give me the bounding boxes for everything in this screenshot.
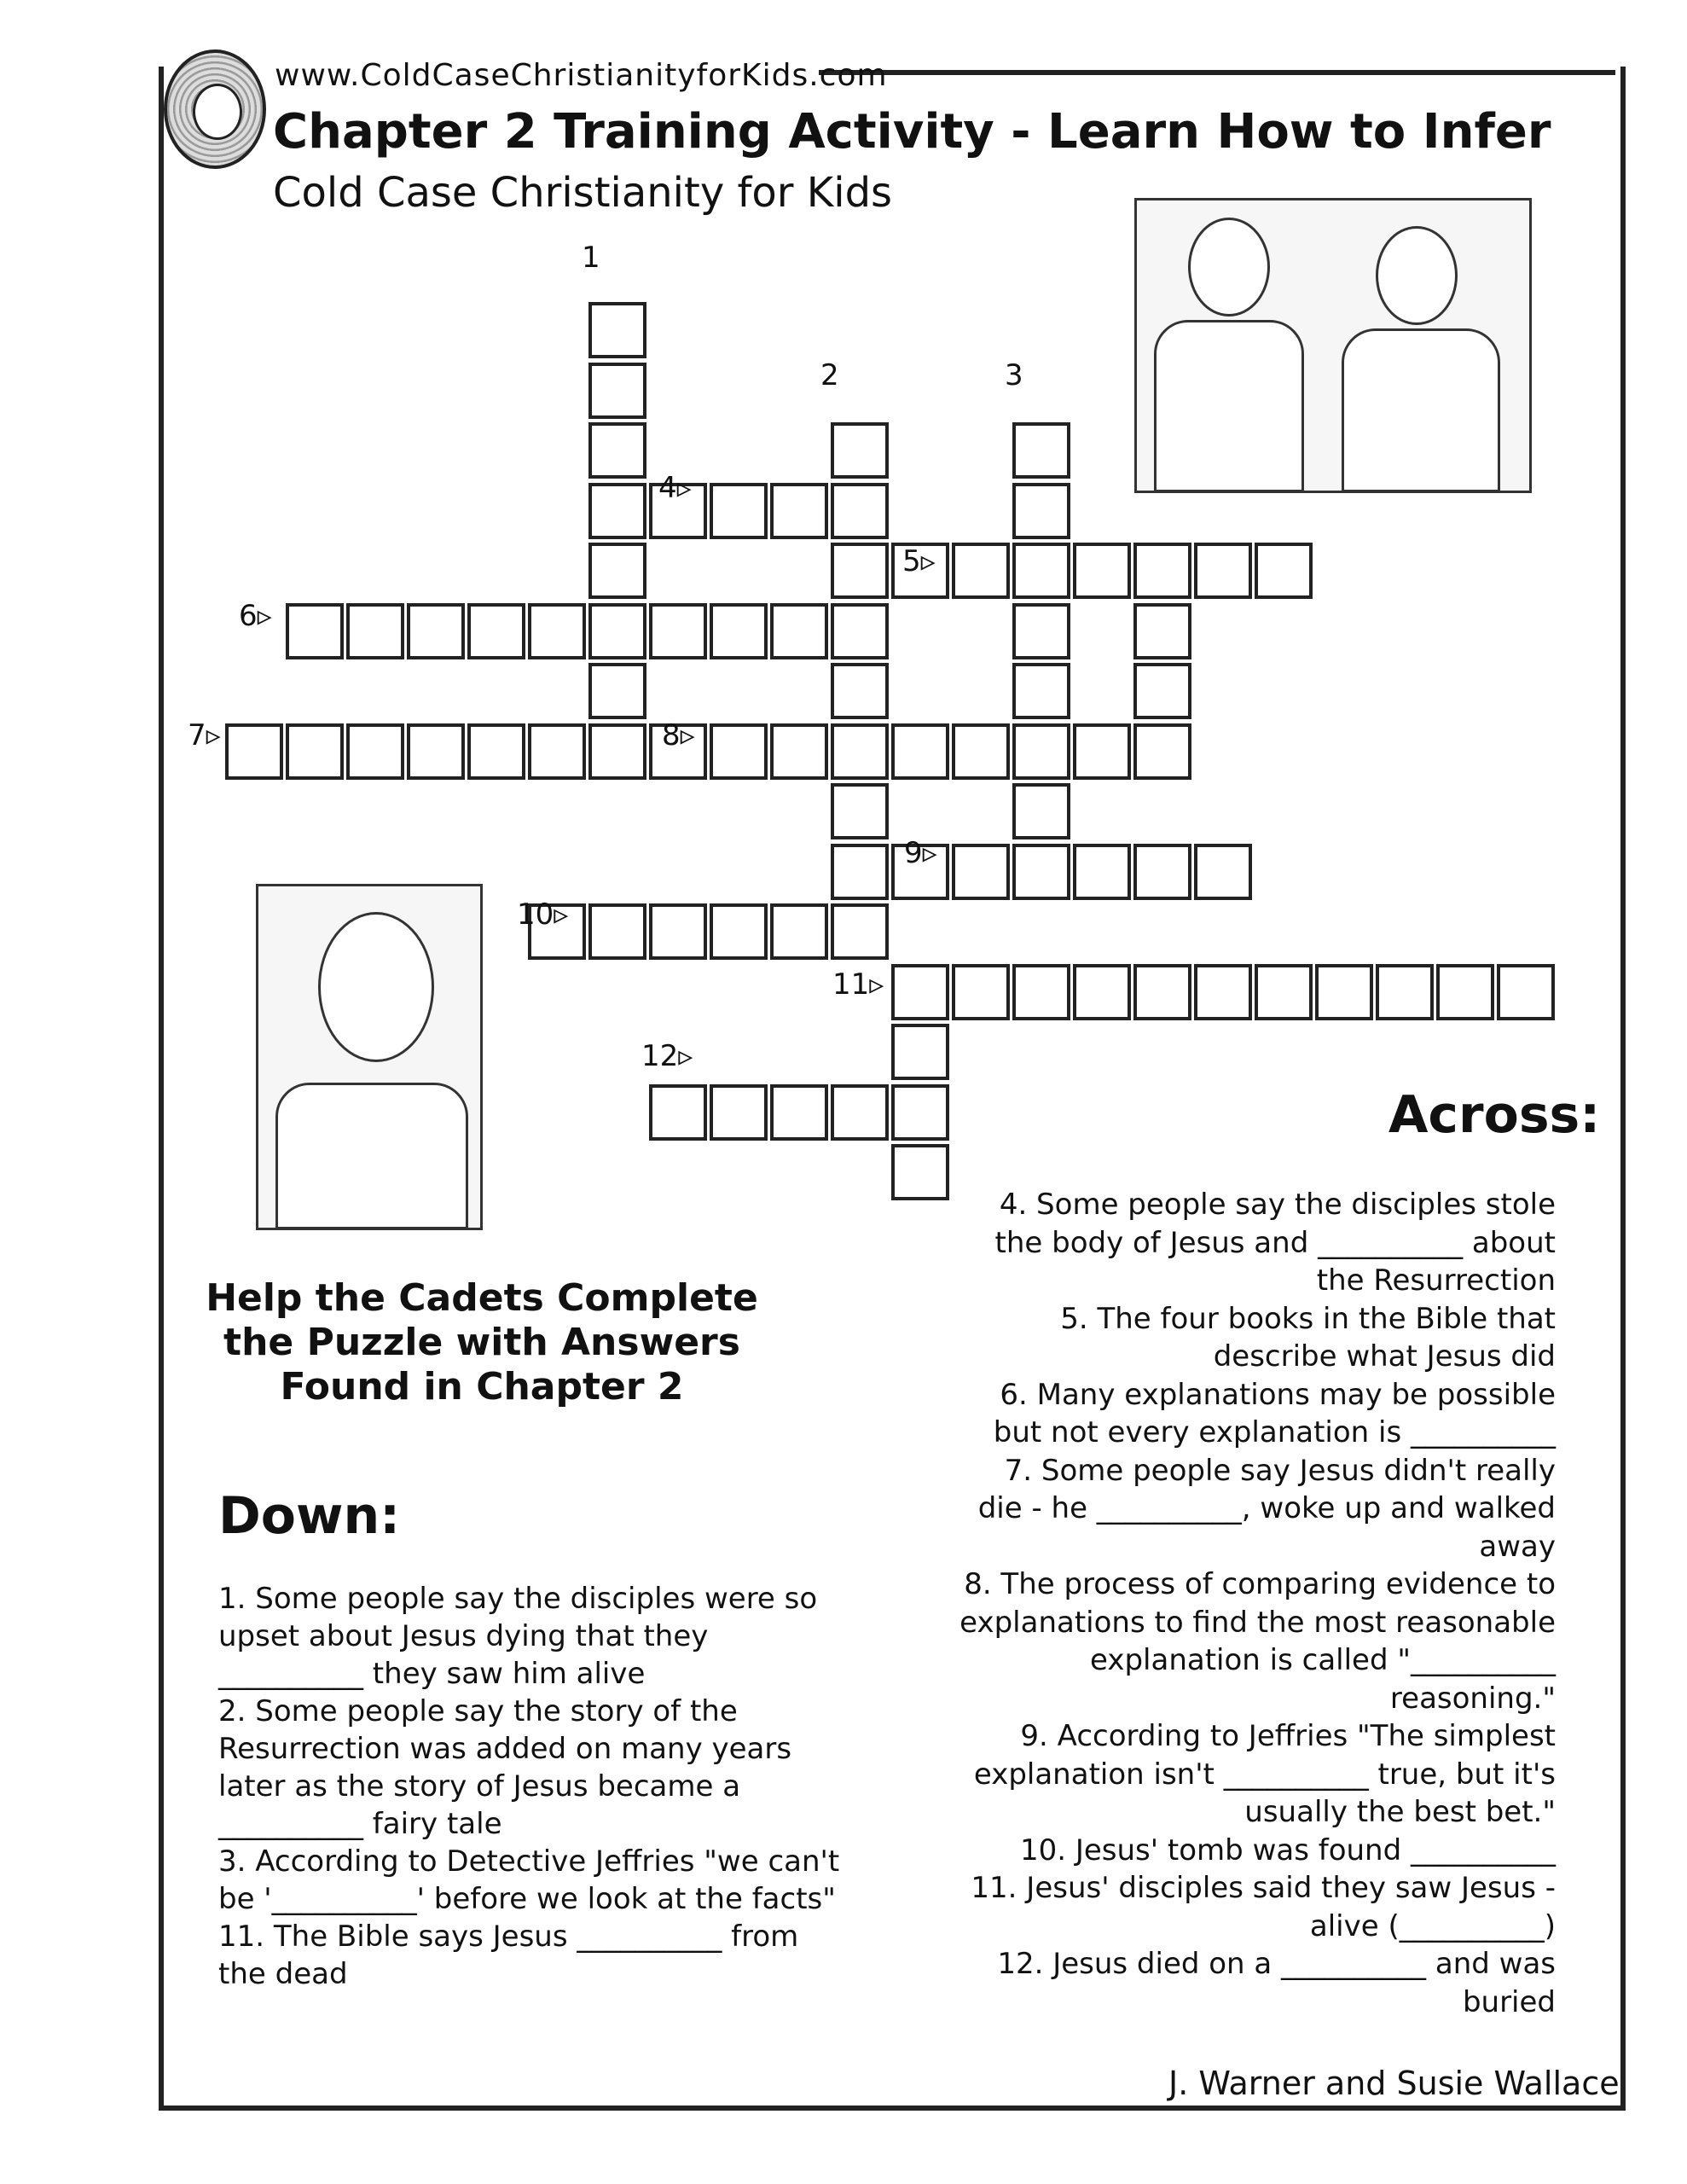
crossword-cell[interactable] xyxy=(770,603,828,659)
crossword-cell[interactable] xyxy=(891,723,949,780)
crossword-cell[interactable] xyxy=(1073,723,1131,780)
crossword-cell[interactable] xyxy=(1073,844,1131,900)
crossword-cell[interactable] xyxy=(588,363,646,419)
crossword-cell[interactable] xyxy=(346,603,404,659)
crossword-cell[interactable] xyxy=(467,603,525,659)
crossword-cell[interactable] xyxy=(588,663,646,719)
across-clue-4: 4. Some people say the disciples stole the body of Jesus and __________ about the Resurrection xyxy=(994,1188,1556,1298)
crossword-cell[interactable] xyxy=(831,903,889,960)
crossword-cell[interactable] xyxy=(1012,603,1070,659)
crossword-cell[interactable] xyxy=(528,723,586,780)
crossword-cell[interactable] xyxy=(831,422,889,479)
across-clue-8: 8. The process of comparing evidence to explanations to find the most reasonable explanation is called "__________ reasoning." xyxy=(959,1567,1556,1716)
crossword-cell[interactable] xyxy=(952,723,1010,780)
crossword-cell[interactable] xyxy=(1133,964,1191,1020)
crossword-cell[interactable] xyxy=(770,723,828,780)
across-clues xyxy=(955,1186,1556,2021)
down-clue-1: 1. Some people say the disciples were so upset about Jesus dying that they __________ they saw him alive xyxy=(218,1582,818,1691)
crossword-cell[interactable] xyxy=(1133,603,1191,659)
crossword-cell[interactable] xyxy=(286,723,344,780)
across-clue-11: 11. Jesus' disciples said they saw Jesus - alive (__________) xyxy=(971,1871,1556,1943)
across-clue-10: 10. Jesus' tomb was found __________ xyxy=(1019,1833,1556,1867)
crossword-cell[interactable] xyxy=(1012,483,1070,539)
across-clue-7: 7. Some people say Jesus didn't really die - he __________, woke up and walked away xyxy=(977,1453,1556,1564)
crossword-cell[interactable] xyxy=(225,723,283,780)
crossword-cell[interactable] xyxy=(891,1084,949,1141)
crossword-cell[interactable] xyxy=(710,483,768,539)
crossword-cell[interactable] xyxy=(831,783,889,839)
crossword-cell[interactable] xyxy=(1376,964,1434,1020)
clue-number-7: 7▹ xyxy=(188,718,221,752)
crossword-cell[interactable] xyxy=(770,1084,828,1141)
crossword-cell[interactable] xyxy=(831,483,889,539)
crossword-cell[interactable] xyxy=(588,903,646,960)
crossword-cell[interactable] xyxy=(1133,543,1191,599)
crossword-cell[interactable] xyxy=(1133,844,1191,900)
crossword-cell[interactable] xyxy=(891,964,949,1020)
crossword-cell[interactable] xyxy=(1194,964,1252,1020)
crossword-cell[interactable] xyxy=(831,1084,889,1141)
crossword-cell[interactable] xyxy=(831,603,889,659)
crossword-cell[interactable] xyxy=(588,302,646,358)
down-heading: Down: xyxy=(218,1486,401,1546)
crossword-cell[interactable] xyxy=(407,603,465,659)
page-subtitle: Cold Case Christianity for Kids xyxy=(273,169,893,217)
help-instructions: Help the Cadets Complete the Puzzle with Answers Found in Chapter 2 xyxy=(206,1276,758,1409)
clue-number-11: 11▹ xyxy=(832,967,884,1002)
cadet-girl-illustration xyxy=(256,884,483,1230)
crossword-cell[interactable] xyxy=(649,1084,707,1141)
crossword-cell[interactable] xyxy=(952,844,1010,900)
crossword-cell[interactable] xyxy=(831,723,889,780)
crossword-cell[interactable] xyxy=(588,543,646,599)
crossword-cell[interactable] xyxy=(770,903,828,960)
crossword-cell[interactable] xyxy=(1012,844,1070,900)
crossword-cell[interactable] xyxy=(1012,783,1070,839)
crossword-cell[interactable] xyxy=(952,543,1010,599)
crossword-cell[interactable] xyxy=(770,483,828,539)
crossword-cell[interactable] xyxy=(588,603,646,659)
crossword-cell[interactable] xyxy=(1012,422,1070,479)
clue-number-4: 4▹ xyxy=(658,471,692,505)
across-clue-6: 6. Many explanations may be possible but not every explanation is __________ xyxy=(993,1377,1556,1449)
crossword-cell[interactable] xyxy=(1012,663,1070,719)
crossword-cell[interactable] xyxy=(1315,964,1373,1020)
crossword-cell[interactable] xyxy=(286,603,344,659)
crossword-cell[interactable] xyxy=(891,1144,949,1200)
crossword-cell[interactable] xyxy=(1012,543,1070,599)
crossword-cell[interactable] xyxy=(1012,964,1070,1020)
crossword-cell[interactable] xyxy=(588,723,646,780)
crossword-cell[interactable] xyxy=(710,1084,768,1141)
crossword-cell[interactable] xyxy=(588,422,646,479)
crossword-cell[interactable] xyxy=(588,483,646,539)
crossword-cell[interactable] xyxy=(710,603,768,659)
author-credit: J. Warner and Susie Wallace xyxy=(1168,2065,1620,2102)
clue-number-10: 10▹ xyxy=(517,897,569,932)
website-url[interactable]: www.ColdCaseChristianityforKids.com xyxy=(275,58,888,93)
crossword-cell[interactable] xyxy=(346,723,404,780)
crossword-cell[interactable] xyxy=(649,603,707,659)
clue-number-2: 2 xyxy=(820,358,839,392)
clue-number-9: 9▹ xyxy=(904,836,937,870)
cadets-illustration xyxy=(1134,198,1532,493)
down-clue-2: 2. Some people say the story of the Resurrection was added on many years later as the story of Jesus became a __________ fairy tale xyxy=(218,1694,792,1841)
crossword-cell[interactable] xyxy=(1133,723,1191,780)
across-clue-5: 5. The four books in the Bible that describe what Jesus did xyxy=(1060,1301,1556,1374)
crossword-cell[interactable] xyxy=(407,723,465,780)
page-title: Chapter 2 Training Activity - Learn How to Infer xyxy=(273,104,1551,160)
crossword-cell[interactable] xyxy=(528,603,586,659)
down-clues xyxy=(218,1580,841,1993)
down-clue-11: 11. The Bible says Jesus __________ from the dead xyxy=(218,1920,799,1991)
crossword-cell[interactable] xyxy=(710,723,768,780)
crossword-cell[interactable] xyxy=(1073,964,1131,1020)
crossword-cell[interactable] xyxy=(1073,543,1131,599)
crossword-cell[interactable] xyxy=(952,964,1010,1020)
clue-number-12: 12▹ xyxy=(641,1039,693,1073)
down-clue-3: 3. According to Detective Jeffries "we can't be '__________' before we look at the facts" xyxy=(218,1844,840,1916)
crossword-cell[interactable] xyxy=(1133,663,1191,719)
crossword-cell[interactable] xyxy=(1436,964,1494,1020)
across-clue-12: 12. Jesus died on a __________ and was buried xyxy=(997,1947,1556,2019)
crossword-cell[interactable] xyxy=(831,663,889,719)
across-heading: Across: xyxy=(1388,1085,1601,1145)
crossword-cell[interactable] xyxy=(1194,844,1252,900)
clue-number-1: 1 xyxy=(582,241,600,275)
crossword-cell[interactable] xyxy=(710,903,768,960)
crossword-cell[interactable] xyxy=(831,543,889,599)
crossword-cell[interactable] xyxy=(649,903,707,960)
crossword-cell[interactable] xyxy=(1497,964,1555,1020)
clue-number-8: 8▹ xyxy=(662,718,695,752)
crossword-cell[interactable] xyxy=(467,723,525,780)
across-clue-9: 9. According to Jeffries "The simplest explanation isn't __________ true, but it's usually the best bet." xyxy=(973,1719,1556,1829)
crossword-cell[interactable] xyxy=(1012,723,1070,780)
crossword-cell[interactable] xyxy=(1194,543,1252,599)
clue-number-3: 3 xyxy=(1005,358,1023,392)
crossword-cell[interactable] xyxy=(891,1024,949,1080)
crossword-cell[interactable] xyxy=(831,844,889,900)
clue-number-6: 6▹ xyxy=(239,599,272,633)
crossword-cell[interactable] xyxy=(1255,964,1313,1020)
crossword-cell[interactable] xyxy=(1255,543,1313,599)
clue-number-5: 5▹ xyxy=(902,544,936,578)
